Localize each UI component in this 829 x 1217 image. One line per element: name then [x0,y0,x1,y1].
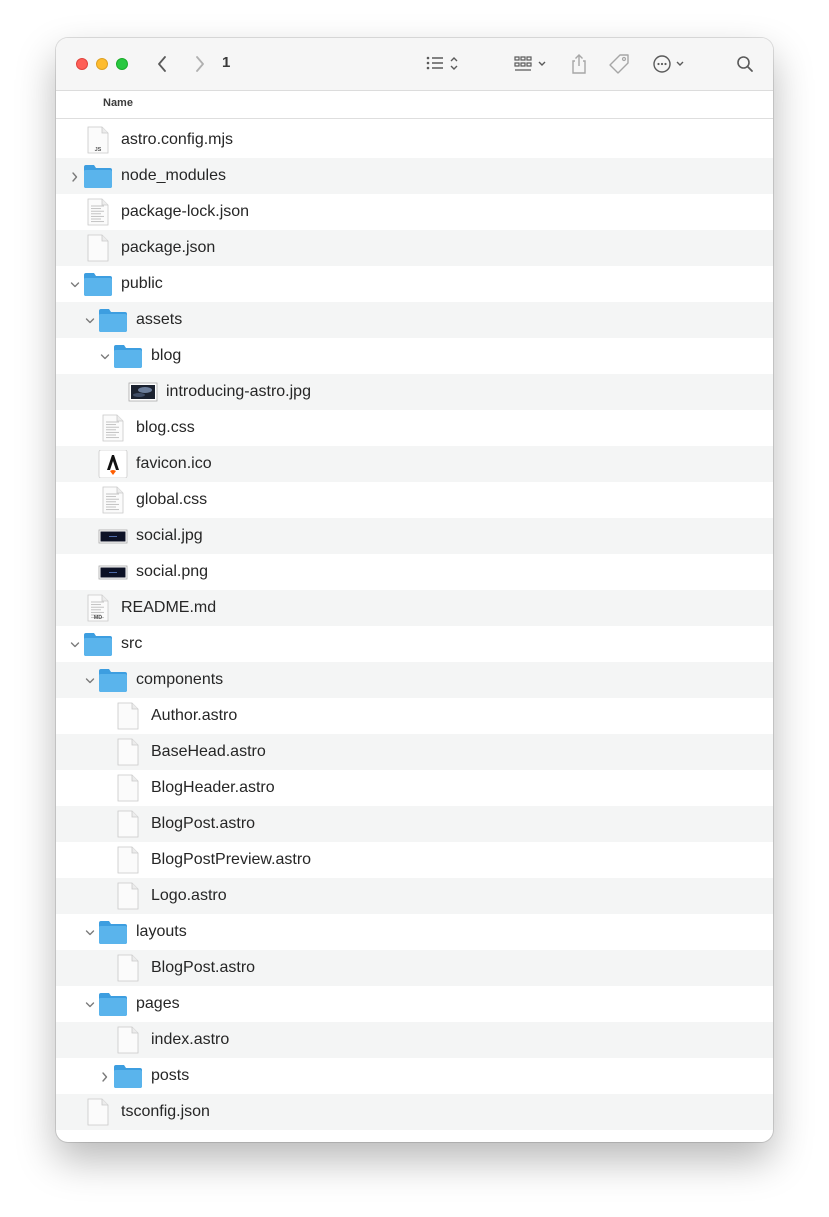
list-view-icon [425,55,463,73]
image-thumbnail-icon [98,558,128,586]
disclosure-closed-icon[interactable] [70,170,80,182]
file-name: BlogPost.astro [151,959,256,976]
file-row[interactable] [56,374,773,410]
column-header-name[interactable] [56,91,773,119]
file-name: global.css [136,491,208,508]
back-button[interactable] [154,52,170,76]
file-name: BlogPostPreview.astro [151,851,312,868]
document-icon [113,810,143,838]
file-list [56,122,773,1130]
folder-icon [83,270,113,298]
minimize-button[interactable] [96,58,108,70]
disclosure-open-icon[interactable] [85,926,95,938]
file-name: README.md [121,599,217,616]
document-icon [113,774,143,802]
file-row[interactable] [56,554,773,590]
folder-row[interactable] [56,1058,773,1094]
folder-icon [98,666,128,694]
file-name: introducing-astro.jpg [166,383,311,400]
window-title: 1 [222,54,231,71]
text-document-icon [83,198,113,226]
document-icon [113,702,143,730]
search-button[interactable] [734,52,756,76]
file-row[interactable] [56,842,773,878]
document-icon [113,738,143,766]
file-name: astro.config.mjs [121,131,234,148]
folder-icon [98,990,128,1018]
image-thumbnail-icon [128,378,158,406]
file-row[interactable] [56,878,773,914]
document-icon [113,882,143,910]
folder-icon [113,342,143,370]
astro-logo-icon [98,450,128,478]
group-button[interactable] [512,52,552,76]
file-name: src [121,635,143,652]
document-icon [113,1026,143,1054]
more-actions-button[interactable] [650,52,690,76]
file-name: node_modules [121,167,226,184]
view-options-button[interactable] [424,52,464,76]
disclosure-open-icon[interactable] [85,314,95,326]
folder-row[interactable] [56,158,773,194]
file-name: blog.css [136,419,195,436]
file-row[interactable] [56,446,773,482]
file-name: social.jpg [136,527,203,544]
file-row[interactable] [56,482,773,518]
file-row[interactable] [56,1094,773,1130]
file-row[interactable] [56,770,773,806]
file-name: BlogPost.astro [151,815,256,832]
file-row[interactable] [56,194,773,230]
folder-icon [113,1062,143,1090]
disclosure-closed-icon[interactable] [100,1070,110,1082]
column-header-label: Name [103,97,133,109]
tag-icon [608,53,630,75]
file-name: public [121,275,163,292]
file-name: BlogHeader.astro [151,779,275,796]
group-grid-icon [513,55,551,73]
svg-text:MD: MD [93,615,103,621]
folder-icon [98,918,128,946]
chevron-left-icon [157,56,167,72]
file-name: favicon.ico [136,455,212,472]
file-row[interactable] [56,410,773,446]
tag-button[interactable] [608,52,630,76]
folder-row[interactable] [56,986,773,1022]
zoom-button[interactable] [116,58,128,70]
file-row[interactable] [56,122,773,158]
file-row[interactable] [56,518,773,554]
file-name: assets [136,311,183,328]
disclosure-open-icon[interactable] [70,278,80,290]
file-name: BaseHead.astro [151,743,266,760]
close-button[interactable] [76,58,88,70]
more-icon [652,54,688,74]
search-icon [736,55,754,73]
folder-row[interactable] [56,338,773,374]
folder-icon [98,306,128,334]
file-row[interactable] [56,230,773,266]
text-document-icon [98,414,128,442]
folder-row[interactable] [56,662,773,698]
folder-icon [83,162,113,190]
text-document-icon [98,486,128,514]
document-icon [83,126,113,154]
text-document-icon [83,594,113,622]
disclosure-open-icon[interactable] [85,998,95,1010]
file-row[interactable] [56,698,773,734]
folder-row[interactable] [56,914,773,950]
file-name: Author.astro [151,707,238,724]
document-icon [113,954,143,982]
file-name: components [136,671,224,688]
chevron-right-icon [195,56,205,72]
file-row[interactable] [56,590,773,626]
file-row[interactable] [56,806,773,842]
image-thumbnail-icon [98,522,128,550]
file-name: social.png [136,563,209,580]
disclosure-open-icon[interactable] [100,350,110,362]
folder-icon [83,630,113,658]
folder-row[interactable] [56,266,773,302]
file-name: pages [136,995,180,1012]
file-name: posts [151,1067,190,1084]
folder-row[interactable] [56,626,773,662]
document-icon [83,1098,113,1126]
disclosure-open-icon[interactable] [70,638,80,650]
finder-window [56,38,773,1142]
toolbar [56,38,773,91]
file-name: Logo.astro [151,887,227,904]
share-icon [570,53,588,75]
share-button[interactable] [568,52,590,76]
file-name: blog [151,347,182,364]
file-row[interactable] [56,1022,773,1058]
file-name: tsconfig.json [121,1103,210,1120]
file-row[interactable] [56,950,773,986]
file-name: package-lock.json [121,203,250,220]
folder-row[interactable] [56,302,773,338]
document-icon [83,234,113,262]
file-name: layouts [136,923,187,940]
disclosure-open-icon[interactable] [85,674,95,686]
file-row[interactable] [56,734,773,770]
svg-text:JS: JS [94,147,102,153]
file-name: index.astro [151,1031,230,1048]
document-icon [113,846,143,874]
forward-button[interactable] [192,52,208,76]
file-name: package.json [121,239,216,256]
